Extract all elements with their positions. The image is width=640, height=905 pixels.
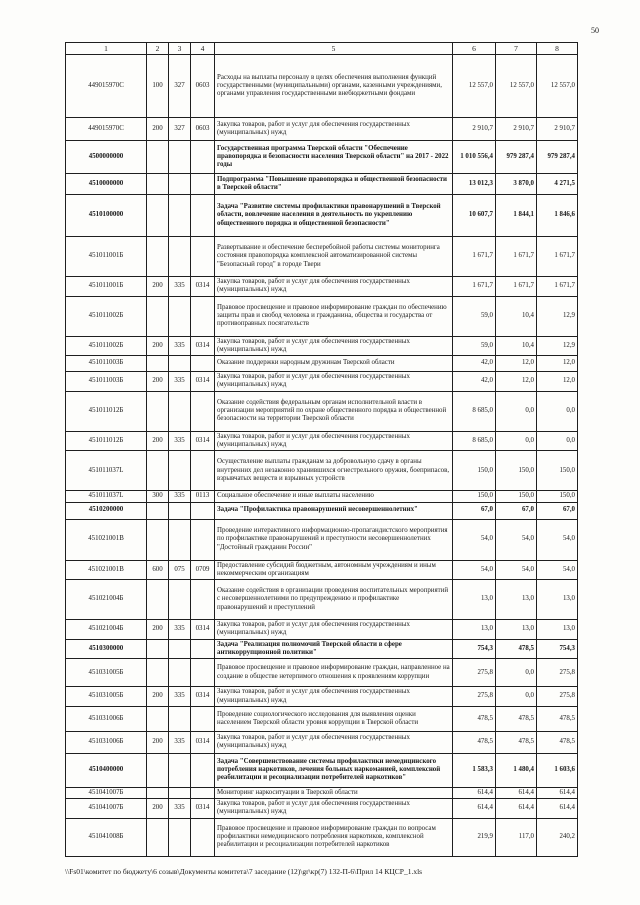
row-code: 451011002Б	[66, 296, 147, 336]
row-section	[191, 519, 215, 560]
row-amount-year-3: 4 271,5	[537, 174, 578, 195]
row-department: 335	[169, 620, 191, 640]
row-section	[191, 818, 215, 856]
row-amount-year-1: 54,0	[453, 519, 496, 560]
row-amount-year-2: 478,5	[496, 731, 537, 753]
row-section	[191, 356, 215, 372]
row-amount-year-3: 614,4	[537, 787, 578, 798]
row-amount-year-3: 754,3	[537, 639, 578, 659]
row-amount-year-1: 2 910,7	[453, 118, 496, 141]
row-amount-year-3: 2 910,7	[537, 118, 578, 141]
row-amount-year-1: 150,0	[453, 491, 496, 502]
row-department	[169, 391, 191, 431]
row-code: 451021004Б	[66, 620, 147, 640]
row-section	[191, 174, 215, 195]
row-department: 335	[169, 687, 191, 707]
column-header: 1	[66, 43, 147, 55]
row-amount-year-2: 67,0	[496, 502, 537, 519]
table-row	[66, 356, 578, 372]
column-header: 2	[147, 43, 169, 55]
row-description: Мониторинг наркоситуации в Тверской области	[215, 787, 453, 798]
row-budget-type	[147, 580, 169, 620]
row-amount-year-1: 54,0	[453, 560, 496, 580]
row-code: 451011037L	[66, 491, 147, 502]
row-description: Закупка товаров, работ и услуг для обеспечения государственных (муниципальных) нужд	[215, 431, 453, 451]
row-description: Развертывание и обеспечение бесперебойной работы системы мониторинга состояния правопорядка комплексной автоматизированной системы "Безопасный город" в городе Твери	[215, 237, 453, 277]
row-amount-year-2: 3 870,0	[496, 174, 537, 195]
row-code: 451031005Б	[66, 659, 147, 687]
row-department: 335	[169, 799, 191, 819]
row-amount-year-3: 12,0	[537, 372, 578, 392]
table-row	[66, 118, 578, 141]
row-amount-year-1: 1 671,7	[453, 277, 496, 297]
row-section: 0314	[191, 372, 215, 392]
table-row	[66, 336, 578, 356]
table-row	[66, 195, 578, 237]
row-description: Правовое просвещение и правовое информирование граждан по вопросам профилактики немедицинского потребления наркотиков, комплексной реабилитации и ресоциализации потребителей наркотиков	[215, 818, 453, 856]
row-code: 451011001Б	[66, 277, 147, 297]
row-department: 335	[169, 431, 191, 451]
row-budget-type: 200	[147, 336, 169, 356]
row-budget-type	[147, 391, 169, 431]
row-amount-year-2: 150,0	[496, 491, 537, 502]
row-budget-type: 200	[147, 431, 169, 451]
table-row	[66, 277, 578, 297]
row-section	[191, 753, 215, 787]
row-amount-year-3: 1 603,6	[537, 753, 578, 787]
row-amount-year-3: 478,5	[537, 706, 578, 731]
footer-file-path: \\Fs01\комитет по бюджету\6 созыв\Документы комитета\7 заседание (12)\gr\кр(7) 132-П-6\Прил 14 КЦСР_1.xls	[65, 867, 423, 876]
row-section	[191, 195, 215, 237]
row-amount-year-1: 1 010 556,4	[453, 141, 496, 174]
row-code: 451041007Б	[66, 799, 147, 819]
table-row	[66, 372, 578, 392]
row-amount-year-1: 219,9	[453, 818, 496, 856]
row-amount-year-2: 2 910,7	[496, 118, 537, 141]
row-description: Проведение интерактивного информационно-пропагандистского мероприятия по профилактике правонарушений и преступности несовершеннолетних "Достойный гражданин России"	[215, 519, 453, 560]
row-department	[169, 502, 191, 519]
row-code: 451031006Б	[66, 706, 147, 731]
row-description: Задача "Развитие системы профилактики правонарушений в Тверской области, вовлечение населения в деятельность по укреплению общественного порядка и общественной безопасности"	[215, 195, 453, 237]
row-amount-year-2: 13,0	[496, 620, 537, 640]
page-number: 50	[591, 26, 599, 35]
row-amount-year-1: 8 685,0	[453, 431, 496, 451]
row-budget-type	[147, 296, 169, 336]
row-amount-year-2: 0,0	[496, 391, 537, 431]
row-budget-type	[147, 639, 169, 659]
table-row	[66, 580, 578, 620]
row-department	[169, 818, 191, 856]
row-amount-year-1: 59,0	[453, 336, 496, 356]
row-description: Закупка товаров, работ и услуг для обеспечения государственных (муниципальных) нужд	[215, 687, 453, 707]
row-department	[169, 580, 191, 620]
row-amount-year-2: 12,0	[496, 372, 537, 392]
row-budget-type	[147, 237, 169, 277]
row-description: Подпрограмма "Повышение правопорядка и общественной безопасности в Тверской области"	[215, 174, 453, 195]
row-budget-type	[147, 787, 169, 798]
row-code: 451041008Б	[66, 818, 147, 856]
row-amount-year-1: 12 557,0	[453, 55, 496, 118]
row-description: Закупка товаров, работ и услуг для обеспечения государственных (муниципальных) нужд	[215, 620, 453, 640]
row-amount-year-1: 275,8	[453, 659, 496, 687]
table-row	[66, 174, 578, 195]
row-amount-year-3: 979 287,4	[537, 141, 578, 174]
row-code: 451021004Б	[66, 580, 147, 620]
row-budget-type: 600	[147, 560, 169, 580]
row-amount-year-3: 13,0	[537, 580, 578, 620]
row-budget-type	[147, 356, 169, 372]
table-row	[66, 55, 578, 118]
table-row	[66, 431, 578, 451]
row-department: 327	[169, 118, 191, 141]
row-budget-type	[147, 519, 169, 560]
row-department: 075	[169, 560, 191, 580]
row-department: 335	[169, 731, 191, 753]
row-description: Закупка товаров, работ и услуг для обеспечения государственных (муниципальных) нужд	[215, 372, 453, 392]
row-budget-type: 200	[147, 731, 169, 753]
row-amount-year-3: 275,8	[537, 687, 578, 707]
row-description: Задача "Реализация полномочий Тверской области в сфере антикоррупционной политики"	[215, 639, 453, 659]
row-amount-year-3: 13,0	[537, 620, 578, 640]
row-department	[169, 706, 191, 731]
row-amount-year-2: 0,0	[496, 431, 537, 451]
row-amount-year-2: 12 557,0	[496, 55, 537, 118]
row-amount-year-2: 1 671,7	[496, 277, 537, 297]
row-amount-year-2: 1 844,1	[496, 195, 537, 237]
row-budget-type: 200	[147, 620, 169, 640]
row-amount-year-1: 42,0	[453, 372, 496, 392]
table-row	[66, 519, 578, 560]
row-amount-year-1: 8 685,0	[453, 391, 496, 431]
row-amount-year-3: 54,0	[537, 560, 578, 580]
row-description: Государственная программа Тверской области "Обеспечение правопорядка и безопасности населения Тверской области" на 2017 - 2022 годы	[215, 141, 453, 174]
row-code: 449015970С	[66, 118, 147, 141]
row-amount-year-1: 275,8	[453, 687, 496, 707]
row-section	[191, 141, 215, 174]
row-department: 327	[169, 55, 191, 118]
row-amount-year-2: 478,5	[496, 639, 537, 659]
table-row	[66, 391, 578, 431]
table-row	[66, 687, 578, 707]
column-header: 5	[215, 43, 453, 55]
row-code: 451021001В	[66, 560, 147, 580]
row-code: 451031006Б	[66, 731, 147, 753]
row-amount-year-1: 59,0	[453, 296, 496, 336]
row-department	[169, 639, 191, 659]
row-amount-year-3: 12,9	[537, 296, 578, 336]
row-description: Социальное обеспечение и иные выплаты населению	[215, 491, 453, 502]
row-description: Закупка товаров, работ и услуг для обеспечения государственных (муниципальных) нужд	[215, 799, 453, 819]
row-code: 451011003Б	[66, 372, 147, 392]
table-row	[66, 706, 578, 731]
row-amount-year-1: 42,0	[453, 356, 496, 372]
row-amount-year-1: 1 671,7	[453, 237, 496, 277]
row-amount-year-2: 0,0	[496, 687, 537, 707]
table-row	[66, 787, 578, 798]
row-description: Закупка товаров, работ и услуг для обеспечения государственных (муниципальных) нужд	[215, 118, 453, 141]
row-amount-year-2: 150,0	[496, 451, 537, 491]
row-amount-year-3: 12,0	[537, 356, 578, 372]
row-section	[191, 787, 215, 798]
row-amount-year-2: 614,4	[496, 799, 537, 819]
table-body	[66, 55, 578, 857]
row-section: 0314	[191, 336, 215, 356]
row-section	[191, 706, 215, 731]
row-department: 335	[169, 336, 191, 356]
row-amount-year-3: 0,0	[537, 391, 578, 431]
row-amount-year-1: 67,0	[453, 502, 496, 519]
row-description: Проведение социологического исследования для выявления оценки населением Тверской области уровня коррупции в Тверской области	[215, 706, 453, 731]
row-section	[191, 296, 215, 336]
row-amount-year-1: 478,5	[453, 731, 496, 753]
table-row	[66, 620, 578, 640]
row-budget-type	[147, 141, 169, 174]
row-amount-year-3: 1 671,7	[537, 277, 578, 297]
row-description: Осуществление выплаты гражданам за добровольную сдачу в органы внутренних дел незаконно хранившихся огнестрельного оружия, боеприпасов, взрывчатых веществ и взрывных устройств	[215, 451, 453, 491]
row-budget-type: 300	[147, 491, 169, 502]
row-amount-year-1: 10 607,7	[453, 195, 496, 237]
row-section: 0314	[191, 620, 215, 640]
row-amount-year-3: 54,0	[537, 519, 578, 560]
row-section: 0314	[191, 687, 215, 707]
row-amount-year-2: 478,5	[496, 706, 537, 731]
row-amount-year-3: 150,0	[537, 451, 578, 491]
row-budget-type	[147, 706, 169, 731]
table-row	[66, 141, 578, 174]
row-amount-year-3: 12,9	[537, 336, 578, 356]
row-amount-year-2: 13,0	[496, 580, 537, 620]
row-budget-type	[147, 753, 169, 787]
row-description: Задача "Совершенствование системы профилактики немедицинского потребления наркотиков, лечения больных наркоманией, комплексной реабилитации и ресоциализации потребителей наркотиков"	[215, 753, 453, 787]
table-row	[66, 818, 578, 856]
row-code: 451011002Б	[66, 336, 147, 356]
row-amount-year-3: 1 671,7	[537, 237, 578, 277]
table-row	[66, 799, 578, 819]
row-budget-type: 200	[147, 277, 169, 297]
row-department	[169, 753, 191, 787]
row-department: 335	[169, 491, 191, 502]
row-amount-year-2: 1 671,7	[496, 237, 537, 277]
row-code: 451011003Б	[66, 356, 147, 372]
table-row	[66, 502, 578, 519]
row-amount-year-1: 150,0	[453, 451, 496, 491]
row-section: 0113	[191, 491, 215, 502]
table-row	[66, 451, 578, 491]
row-department	[169, 141, 191, 174]
row-department	[169, 237, 191, 277]
row-amount-year-1: 478,5	[453, 706, 496, 731]
row-description: Закупка товаров, работ и услуг для обеспечения государственных (муниципальных) нужд	[215, 277, 453, 297]
row-amount-year-2: 54,0	[496, 560, 537, 580]
row-amount-year-1: 754,3	[453, 639, 496, 659]
row-budget-type: 200	[147, 687, 169, 707]
row-department	[169, 296, 191, 336]
column-header: 3	[169, 43, 191, 55]
table-row	[66, 560, 578, 580]
row-section: 0603	[191, 55, 215, 118]
row-amount-year-1: 1 583,3	[453, 753, 496, 787]
row-budget-type: 200	[147, 372, 169, 392]
row-amount-year-2: 12,0	[496, 356, 537, 372]
row-description: Предоставление субсидий бюджетным, автономным учреждениям и иным некоммерческим организациям	[215, 560, 453, 580]
row-amount-year-3: 150,0	[537, 491, 578, 502]
row-department: 335	[169, 372, 191, 392]
row-code: 4500000000	[66, 141, 147, 174]
row-section: 0314	[191, 731, 215, 753]
row-section	[191, 237, 215, 277]
row-amount-year-2: 1 480,4	[496, 753, 537, 787]
row-amount-year-3: 12 557,0	[537, 55, 578, 118]
row-budget-type: 200	[147, 799, 169, 819]
row-amount-year-3: 0,0	[537, 431, 578, 451]
row-section: 0314	[191, 799, 215, 819]
row-section	[191, 580, 215, 620]
row-section	[191, 391, 215, 431]
table-row	[66, 659, 578, 687]
row-code: 4510000000	[66, 174, 147, 195]
row-amount-year-2: 10,4	[496, 296, 537, 336]
row-amount-year-2: 979 287,4	[496, 141, 537, 174]
row-amount-year-3: 67,0	[537, 502, 578, 519]
row-description: Закупка товаров, работ и услуг для обеспечения государственных (муниципальных) нужд	[215, 336, 453, 356]
row-department	[169, 174, 191, 195]
row-code: 4510200000	[66, 502, 147, 519]
row-description: Оказание содействия в организации проведения воспитательных мероприятий с несовершеннолетними по предупреждению и профилактике правонарушений и преступлений	[215, 580, 453, 620]
row-section: 0603	[191, 118, 215, 141]
row-amount-year-2: 0,0	[496, 659, 537, 687]
row-department	[169, 195, 191, 237]
row-amount-year-1: 13,0	[453, 580, 496, 620]
row-description: Задача "Профилактика правонарушений несовершеннолетних"	[215, 502, 453, 519]
row-section	[191, 451, 215, 491]
row-code: 4510400000	[66, 753, 147, 787]
budget-table	[65, 42, 578, 857]
row-code: 451021001В	[66, 519, 147, 560]
table-row	[66, 491, 578, 502]
row-department	[169, 659, 191, 687]
row-code: 451011001Б	[66, 237, 147, 277]
table-row	[66, 296, 578, 336]
row-section: 0709	[191, 560, 215, 580]
row-description: Оказание поддержки народным дружинам Тверской области	[215, 356, 453, 372]
row-amount-year-2: 117,0	[496, 818, 537, 856]
row-budget-type: 100	[147, 55, 169, 118]
row-amount-year-3: 478,5	[537, 731, 578, 753]
row-amount-year-2: 614,4	[496, 787, 537, 798]
row-section	[191, 502, 215, 519]
row-amount-year-1: 614,4	[453, 799, 496, 819]
table-row	[66, 753, 578, 787]
row-department	[169, 519, 191, 560]
row-description: Оказание содействия федеральным органам исполнительной власти в организации мероприятий по охране общественного порядка и общественной безопасности на территории Тверской области	[215, 391, 453, 431]
row-budget-type: 200	[147, 118, 169, 141]
row-section: 0314	[191, 431, 215, 451]
row-code: 451011037L	[66, 451, 147, 491]
row-department	[169, 787, 191, 798]
row-budget-type	[147, 195, 169, 237]
row-department: 335	[169, 277, 191, 297]
row-section	[191, 639, 215, 659]
row-amount-year-1: 13 012,3	[453, 174, 496, 195]
table-row	[66, 731, 578, 753]
row-description: Расходы на выплаты персоналу в целях обеспечения выполнения функций государственными (муниципальными) органами, казенными учреждениями, органами управления государственными внебюджетными фондами	[215, 55, 453, 118]
row-department	[169, 451, 191, 491]
row-budget-type	[147, 659, 169, 687]
row-code: 449015970С	[66, 55, 147, 118]
row-department	[169, 356, 191, 372]
column-header-row	[66, 43, 578, 55]
table-row	[66, 639, 578, 659]
row-code: 4510300000	[66, 639, 147, 659]
row-amount-year-3: 240,2	[537, 818, 578, 856]
row-code: 451011012Б	[66, 391, 147, 431]
row-code: 451011012Б	[66, 431, 147, 451]
row-description: Правовое просвещение и правовое информирование граждан по обеспечению защиты прав и свобод человека и гражданина, общества и государства от противоправных посягательств	[215, 296, 453, 336]
row-amount-year-3: 1 846,6	[537, 195, 578, 237]
row-amount-year-1: 13,0	[453, 620, 496, 640]
row-code: 451031005Б	[66, 687, 147, 707]
row-description: Правовое просвещение и правовое информирование граждан, направленное на создание в обществе нетерпимого отношения к проявлениям коррупции	[215, 659, 453, 687]
row-amount-year-2: 10,4	[496, 336, 537, 356]
row-budget-type	[147, 502, 169, 519]
column-header: 8	[537, 43, 578, 55]
column-header: 7	[496, 43, 537, 55]
table-row	[66, 237, 578, 277]
row-amount-year-3: 275,8	[537, 659, 578, 687]
row-code: 4510100000	[66, 195, 147, 237]
row-section: 0314	[191, 277, 215, 297]
row-amount-year-1: 614,4	[453, 787, 496, 798]
row-budget-type	[147, 174, 169, 195]
row-budget-type	[147, 818, 169, 856]
column-header: 6	[453, 43, 496, 55]
row-amount-year-2: 54,0	[496, 519, 537, 560]
row-code: 451041007Б	[66, 787, 147, 798]
row-section	[191, 659, 215, 687]
row-description: Закупка товаров, работ и услуг для обеспечения государственных (муниципальных) нужд	[215, 731, 453, 753]
row-budget-type	[147, 451, 169, 491]
column-header: 4	[191, 43, 215, 55]
row-amount-year-3: 614,4	[537, 799, 578, 819]
